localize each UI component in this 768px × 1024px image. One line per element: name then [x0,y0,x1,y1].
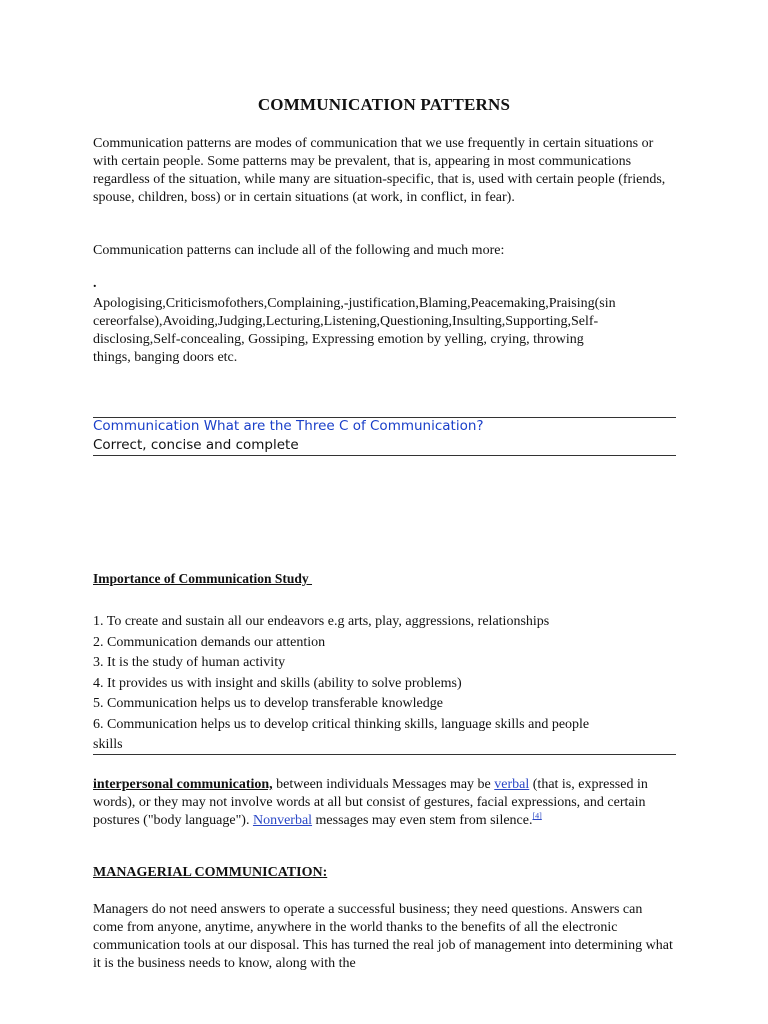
interpersonal-text: (that is, expressed in words), or they may not involve words at all but consist of gestures, facial expressions, and certain postures ("body language"). [93,777,648,828]
list-item: 4. It provides us with insight and skills (ability to solve problems) [93,675,462,691]
nonverbal-link[interactable]: Nonverbal [252,813,313,828]
importance-list [93,612,673,756]
managerial-paragraph: Managers do not need answers to operate a successful business; they need questions. Answers can come from anyone, anytime, anywhere in the world thanks to the benefits of all the electronic communication tools at our disposal. This has turned the real job of management into determining what it is the business needs to know, along with the [93,902,673,971]
divider-line [93,455,676,456]
interpersonal-paragraph [93,776,673,830]
list-item: 3. It is the study of human activity [93,655,286,670]
interpersonal-term: interpersonal communication, [93,777,273,792]
patterns-line: things, banging doors etc. [93,350,238,365]
interpersonal-text: between individuals Messages may be [272,777,495,792]
list-item: 2. Communication demands our attention [93,634,326,650]
page-title: COMMUNICATION PATTERNS [257,95,511,114]
divider-line [93,754,676,755]
importance-heading: Importance of Communication Study [93,571,313,586]
patterns-line: disclosing,Self-concealing, Gossiping, Expressing emotion by yelling, crying, throwing [93,332,584,347]
managerial-heading: MANAGERIAL COMMUNICATION: [93,865,328,880]
three-c-answer: Correct, concise and complete [93,437,299,453]
footnote-link[interactable]: [4] [532,811,542,821]
three-c-question-link[interactable]: Communication What are the Three C of Communication? [93,418,484,434]
patterns-paragraph [93,295,673,367]
list-item: skills [93,737,123,752]
patterns-line: cereorfalse),Avoiding,Judging,Lecturing,Listening,Questioning,Insulting,Supporting,Self- [93,314,599,329]
list-item: 6. Communication helps us to develop critical thinking skills, language skills and people [93,716,590,732]
list-item: 5. Communication helps us to develop transferable knowledge [93,696,443,711]
intro-paragraph: Communication patterns are modes of communication that we use frequently in certain situations or with certain people. Some patterns may be prevalent, that is, appearing in most communications regardless of the situation, while many are situation-specific, that is, used with certain people (friends, spouse, children, boss) or in certain situations (at work, in conflict, in fear). [93,136,666,205]
verbal-link[interactable]: verbal [494,777,530,792]
bullet-mark: . [93,276,97,291]
list-intro-paragraph: Communication patterns can include all of the following and much more: [93,243,505,258]
list-item: 1. To create and sustain all our endeavors e.g arts, play, aggressions, relationships [93,614,550,629]
interpersonal-text: messages may even stem from silence. [312,813,533,828]
patterns-line: Apologising,Criticismofothers,Complaining,-justification,Blaming,Peacemaking,Praising(sin [93,296,616,311]
